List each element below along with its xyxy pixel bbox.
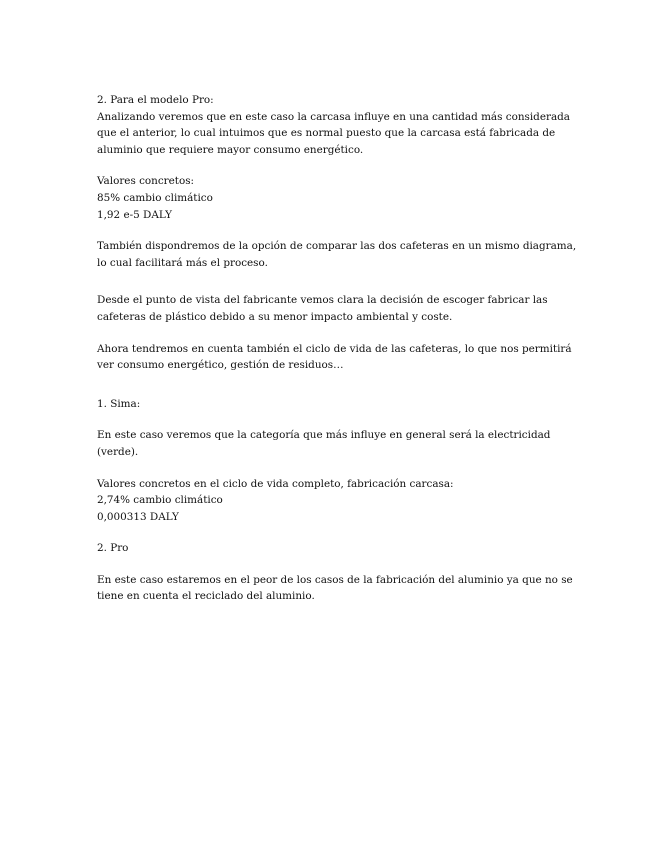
pro-analysis-line-2: que el anterior, lo cual intuimos que es normal puesto que la carcasa está fabricada de	[97, 127, 556, 140]
full-cycle-heading: Valores concretos en el ciclo de vida completo, fabricación carcasa:	[97, 477, 454, 490]
section-pro2-heading: 2. Pro	[97, 542, 129, 555]
document-body	[97, 92, 577, 605]
sima-line-2: (verde).	[97, 445, 139, 458]
spacer	[97, 525, 567, 540]
spacer	[97, 412, 567, 427]
section-pro-heading: 2. Para el modelo Pro:	[97, 94, 214, 106]
values-daly: 1,92 e-5 DALY	[97, 208, 172, 221]
section-sima-heading: 1. Sima:	[97, 397, 141, 410]
spacer	[97, 223, 567, 238]
compare-line-2: lo cual facilitará más el proceso.	[97, 256, 268, 269]
pro2-line-2: tiene en cuenta el reciclado del aluminio.	[97, 590, 315, 603]
manufacturer-line-2: cafeteras de plástico debido a su menor impacto ambiental y coste.	[97, 310, 453, 323]
lifecycle-line-1: Ahora tendremos en cuenta también el ciclo de vida de las cafeteras, lo que nos permitirá	[97, 342, 572, 355]
values-heading: Valores concretos:	[97, 175, 195, 188]
sima-line-1: En este caso veremos que la categoría que más influye en general será la electricidad	[97, 429, 551, 442]
full-cycle-daly: 0,000313 DALY	[97, 510, 179, 523]
spacer	[97, 158, 567, 173]
pro2-line-1: En este caso estaremos en el peor de los casos de la fabricación del aluminio ya que no se	[97, 573, 573, 586]
manufacturer-line-1: Desde el punto de vista del fabricante vemos clara la decisión de escoger fabricar las	[97, 294, 548, 307]
spacer	[97, 271, 567, 292]
spacer	[97, 557, 567, 572]
pro-analysis-line-3: aluminio que requiere mayor consumo energético.	[97, 143, 364, 156]
values-climate: 85% cambio climático	[97, 191, 213, 204]
spacer	[97, 326, 567, 341]
pro-analysis-line-1: Analizando veremos que en este caso la carcasa influye en una cantidad más considerada	[97, 110, 570, 123]
full-cycle-climate: 2,74% cambio climático	[97, 494, 223, 507]
compare-line-1: También dispondremos de la opción de comparar las dos cafeteras en un mismo diagrama,	[97, 240, 577, 253]
lifecycle-line-2: ver consumo energético, gestión de residuos…	[97, 359, 344, 372]
spacer	[97, 461, 567, 476]
spacer	[97, 374, 567, 396]
